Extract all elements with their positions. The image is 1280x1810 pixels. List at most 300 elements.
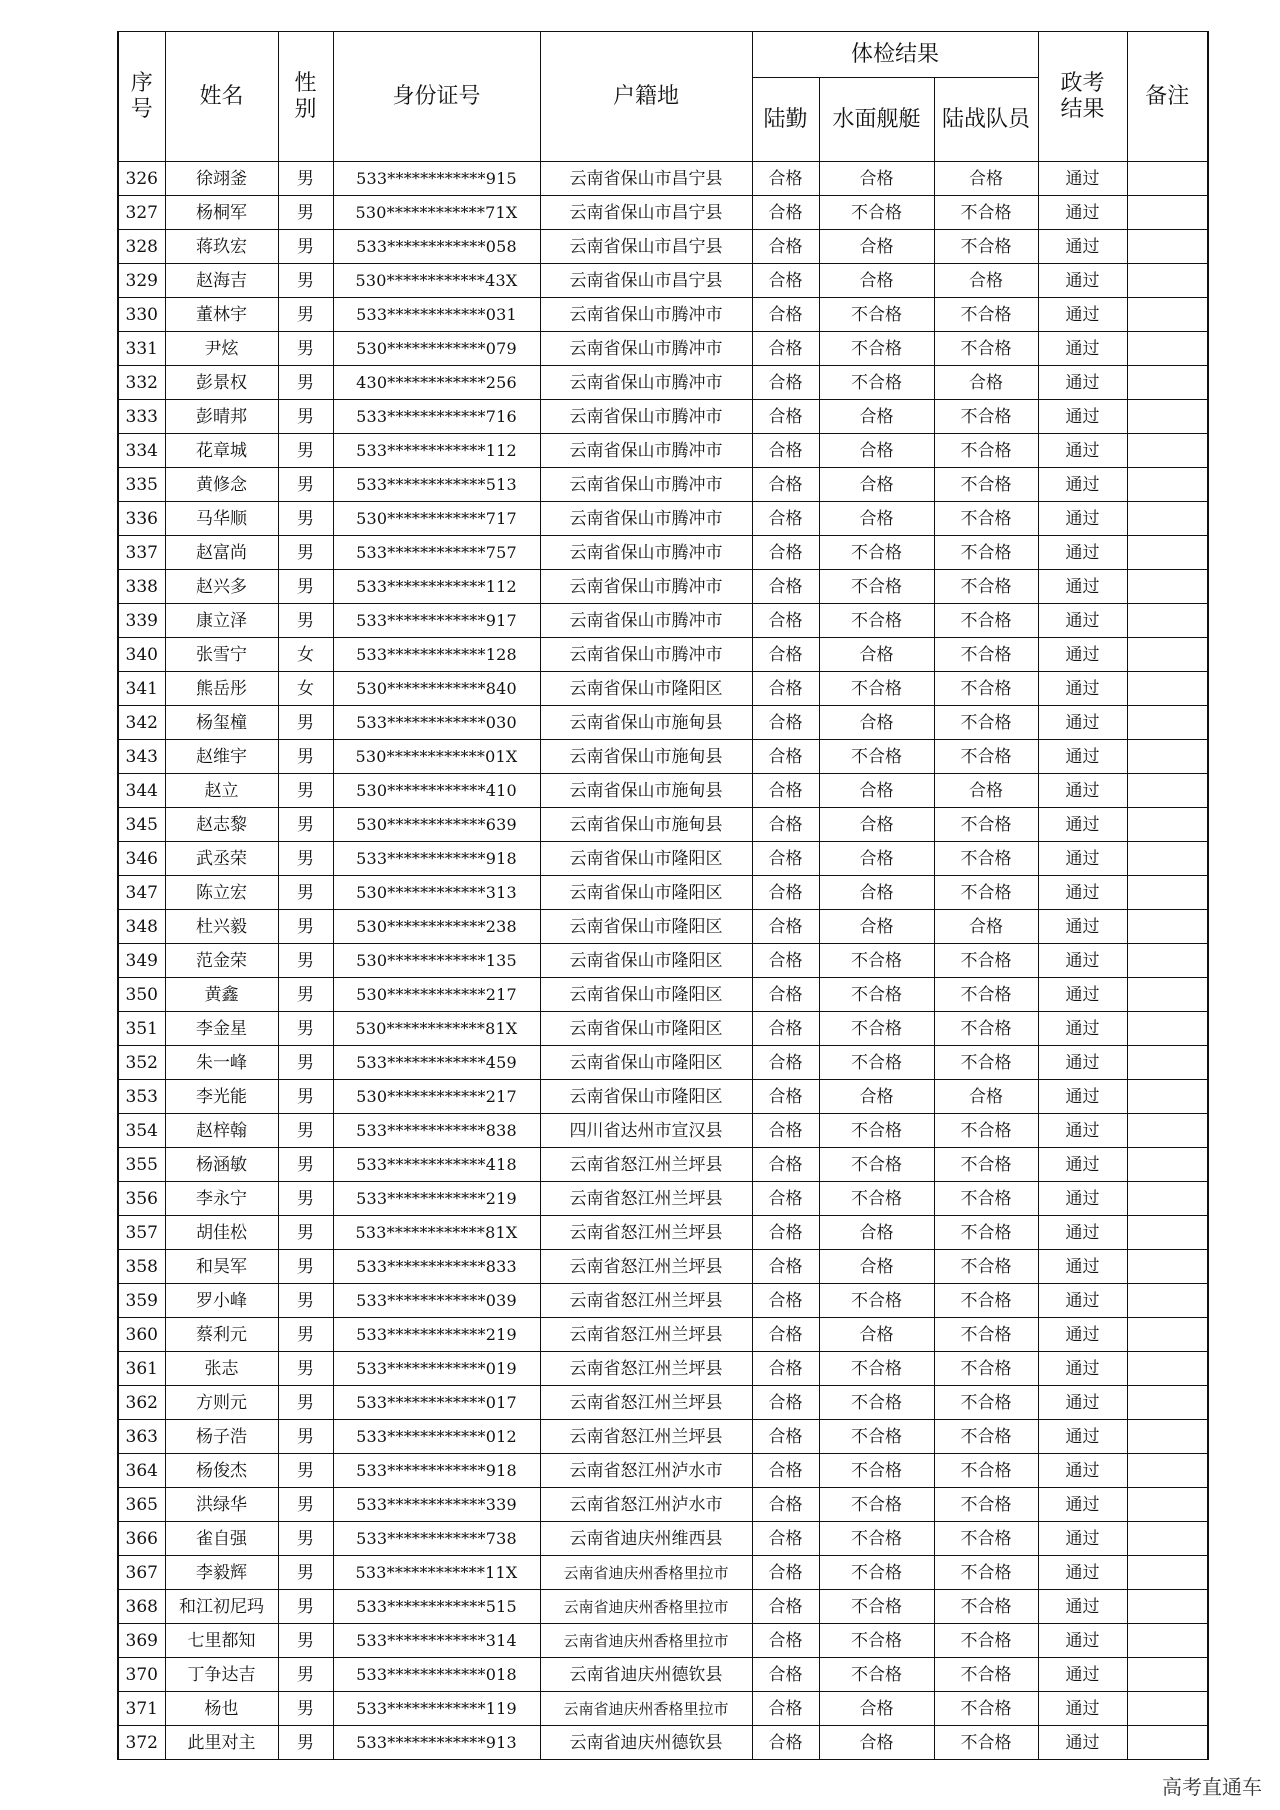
cell-seq: 347 xyxy=(118,876,165,910)
cell-gender: 男 xyxy=(278,1386,333,1420)
table-row xyxy=(118,1454,1208,1488)
cell-gender: 男 xyxy=(278,162,333,196)
table-row xyxy=(118,740,1208,774)
table-row xyxy=(118,808,1208,842)
cell-seq: 353 xyxy=(118,1080,165,1114)
cell-political: 通过 xyxy=(1038,740,1127,774)
cell-marine: 不合格 xyxy=(934,1182,1038,1216)
cell-marine: 不合格 xyxy=(934,1386,1038,1420)
cell-id-number: 530************01X xyxy=(333,740,540,774)
table-row xyxy=(118,706,1208,740)
cell-name: 雀自强 xyxy=(165,1522,278,1556)
cell-gender: 男 xyxy=(278,706,333,740)
cell-surface-ship: 合格 xyxy=(819,1318,934,1352)
cell-army-logistics: 合格 xyxy=(752,910,819,944)
cell-seq: 364 xyxy=(118,1454,165,1488)
cell-marine: 不合格 xyxy=(934,1726,1038,1760)
cell-gender: 男 xyxy=(278,1148,333,1182)
cell-id-number: 533************738 xyxy=(333,1522,540,1556)
table-row xyxy=(118,1488,1208,1522)
table-row xyxy=(118,876,1208,910)
cell-id-number: 533************219 xyxy=(333,1182,540,1216)
cell-marine: 不合格 xyxy=(934,876,1038,910)
cell-army-logistics: 合格 xyxy=(752,1012,819,1046)
cell-political: 通过 xyxy=(1038,1318,1127,1352)
cell-remarks xyxy=(1127,1114,1208,1148)
table-row xyxy=(118,1318,1208,1352)
table-row xyxy=(118,264,1208,298)
cell-surface-ship: 合格 xyxy=(819,434,934,468)
cell-gender: 男 xyxy=(278,1284,333,1318)
cell-army-logistics: 合格 xyxy=(752,468,819,502)
cell-id-number: 533************018 xyxy=(333,1658,540,1692)
cell-name: 杨俊杰 xyxy=(165,1454,278,1488)
cell-id-number: 533************019 xyxy=(333,1352,540,1386)
table-row xyxy=(118,1012,1208,1046)
cell-seq: 333 xyxy=(118,400,165,434)
cell-domicile: 云南省保山市施甸县 xyxy=(540,774,752,808)
cell-surface-ship: 不合格 xyxy=(819,570,934,604)
table-row xyxy=(118,944,1208,978)
cell-political: 通过 xyxy=(1038,706,1127,740)
cell-domicile: 云南省保山市腾冲市 xyxy=(540,570,752,604)
cell-gender: 女 xyxy=(278,638,333,672)
cell-domicile: 云南省保山市隆阳区 xyxy=(540,842,752,876)
cell-remarks xyxy=(1127,1522,1208,1556)
cell-seq: 327 xyxy=(118,196,165,230)
cell-army-logistics: 合格 xyxy=(752,672,819,706)
cell-name: 彭景权 xyxy=(165,366,278,400)
header-physical-exam: 体检结果 xyxy=(752,32,1038,78)
cell-name: 杜兴毅 xyxy=(165,910,278,944)
cell-remarks xyxy=(1127,162,1208,196)
cell-political: 通过 xyxy=(1038,672,1127,706)
cell-political: 通过 xyxy=(1038,638,1127,672)
table-row xyxy=(118,434,1208,468)
cell-marine: 不合格 xyxy=(934,706,1038,740)
cell-surface-ship: 不合格 xyxy=(819,978,934,1012)
cell-army-logistics: 合格 xyxy=(752,1624,819,1658)
cell-surface-ship: 不合格 xyxy=(819,1658,934,1692)
cell-remarks xyxy=(1127,1590,1208,1624)
table-row xyxy=(118,400,1208,434)
cell-seq: 332 xyxy=(118,366,165,400)
cell-remarks xyxy=(1127,1046,1208,1080)
cell-remarks xyxy=(1127,842,1208,876)
table-row xyxy=(118,910,1208,944)
cell-surface-ship: 不合格 xyxy=(819,1012,934,1046)
cell-gender: 男 xyxy=(278,570,333,604)
cell-id-number: 533************918 xyxy=(333,842,540,876)
cell-domicile: 云南省迪庆州德钦县 xyxy=(540,1726,752,1760)
table-row xyxy=(118,298,1208,332)
cell-remarks xyxy=(1127,1726,1208,1760)
cell-id-number: 533************515 xyxy=(333,1590,540,1624)
cell-domicile: 云南省怒江州兰坪县 xyxy=(540,1182,752,1216)
cell-remarks xyxy=(1127,910,1208,944)
cell-surface-ship: 合格 xyxy=(819,876,934,910)
cell-army-logistics: 合格 xyxy=(752,332,819,366)
cell-political: 通过 xyxy=(1038,1624,1127,1658)
cell-political: 通过 xyxy=(1038,1352,1127,1386)
cell-name: 张雪宁 xyxy=(165,638,278,672)
cell-gender: 男 xyxy=(278,978,333,1012)
cell-remarks xyxy=(1127,944,1208,978)
cell-id-number: 530************81X xyxy=(333,1012,540,1046)
cell-army-logistics: 合格 xyxy=(752,1692,819,1726)
cell-gender: 男 xyxy=(278,1420,333,1454)
cell-name: 赵海吉 xyxy=(165,264,278,298)
cell-id-number: 533************459 xyxy=(333,1046,540,1080)
cell-marine: 不合格 xyxy=(934,502,1038,536)
cell-name: 徐翊釜 xyxy=(165,162,278,196)
roster-table xyxy=(117,31,1209,1760)
cell-marine: 不合格 xyxy=(934,638,1038,672)
cell-surface-ship: 不合格 xyxy=(819,196,934,230)
cell-political: 通过 xyxy=(1038,1046,1127,1080)
cell-surface-ship: 合格 xyxy=(819,638,934,672)
cell-domicile: 云南省保山市隆阳区 xyxy=(540,1012,752,1046)
cell-id-number: 533************128 xyxy=(333,638,540,672)
cell-army-logistics: 合格 xyxy=(752,400,819,434)
cell-name: 张志 xyxy=(165,1352,278,1386)
cell-marine: 不合格 xyxy=(934,1522,1038,1556)
cell-remarks xyxy=(1127,1692,1208,1726)
cell-seq: 371 xyxy=(118,1692,165,1726)
cell-army-logistics: 合格 xyxy=(752,1318,819,1352)
cell-id-number: 533************833 xyxy=(333,1250,540,1284)
cell-political: 通过 xyxy=(1038,162,1127,196)
cell-seq: 354 xyxy=(118,1114,165,1148)
cell-political: 通过 xyxy=(1038,1692,1127,1726)
cell-gender: 男 xyxy=(278,1352,333,1386)
cell-remarks xyxy=(1127,672,1208,706)
cell-domicile: 云南省迪庆州维西县 xyxy=(540,1522,752,1556)
cell-gender: 男 xyxy=(278,1046,333,1080)
cell-political: 通过 xyxy=(1038,1250,1127,1284)
cell-gender: 男 xyxy=(278,910,333,944)
cell-army-logistics: 合格 xyxy=(752,1250,819,1284)
header-domicile: 户籍地 xyxy=(540,32,752,162)
cell-surface-ship: 合格 xyxy=(819,1692,934,1726)
cell-marine: 合格 xyxy=(934,366,1038,400)
cell-seq: 345 xyxy=(118,808,165,842)
cell-name: 黄修念 xyxy=(165,468,278,502)
cell-remarks xyxy=(1127,1488,1208,1522)
cell-army-logistics: 合格 xyxy=(752,1148,819,1182)
header-id-number: 身份证号 xyxy=(333,32,540,162)
cell-seq: 361 xyxy=(118,1352,165,1386)
cell-remarks xyxy=(1127,1012,1208,1046)
table-row xyxy=(118,1352,1208,1386)
cell-surface-ship: 合格 xyxy=(819,808,934,842)
cell-gender: 男 xyxy=(278,536,333,570)
cell-name: 李金星 xyxy=(165,1012,278,1046)
cell-gender: 男 xyxy=(278,502,333,536)
cell-surface-ship: 不合格 xyxy=(819,672,934,706)
cell-surface-ship: 合格 xyxy=(819,264,934,298)
table-row xyxy=(118,1216,1208,1250)
cell-political: 通过 xyxy=(1038,1590,1127,1624)
cell-seq: 372 xyxy=(118,1726,165,1760)
cell-id-number: 533************219 xyxy=(333,1318,540,1352)
cell-name: 赵立 xyxy=(165,774,278,808)
cell-remarks xyxy=(1127,1148,1208,1182)
cell-army-logistics: 合格 xyxy=(752,536,819,570)
cell-seq: 331 xyxy=(118,332,165,366)
cell-gender: 男 xyxy=(278,876,333,910)
cell-army-logistics: 合格 xyxy=(752,230,819,264)
cell-id-number: 530************43X xyxy=(333,264,540,298)
cell-marine: 不合格 xyxy=(934,434,1038,468)
cell-remarks xyxy=(1127,264,1208,298)
cell-name: 武丞荣 xyxy=(165,842,278,876)
cell-remarks xyxy=(1127,468,1208,502)
table-row xyxy=(118,604,1208,638)
cell-surface-ship: 不合格 xyxy=(819,366,934,400)
cell-domicile: 云南省保山市腾冲市 xyxy=(540,332,752,366)
cell-surface-ship: 不合格 xyxy=(819,298,934,332)
cell-gender: 男 xyxy=(278,1216,333,1250)
cell-remarks xyxy=(1127,774,1208,808)
cell-seq: 340 xyxy=(118,638,165,672)
cell-name: 朱一峰 xyxy=(165,1046,278,1080)
cell-political: 通过 xyxy=(1038,1420,1127,1454)
cell-name: 赵维宇 xyxy=(165,740,278,774)
cell-seq: 355 xyxy=(118,1148,165,1182)
cell-seq: 338 xyxy=(118,570,165,604)
cell-domicile: 云南省迪庆州香格里拉市 xyxy=(540,1590,752,1624)
cell-name: 杨也 xyxy=(165,1692,278,1726)
cell-name: 陈立宏 xyxy=(165,876,278,910)
cell-id-number: 530************639 xyxy=(333,808,540,842)
header-gender-label: 性 别 xyxy=(294,70,317,122)
cell-name: 此里对主 xyxy=(165,1726,278,1760)
cell-marine: 不合格 xyxy=(934,332,1038,366)
cell-remarks xyxy=(1127,570,1208,604)
cell-seq: 330 xyxy=(118,298,165,332)
header-name: 姓名 xyxy=(165,32,278,162)
cell-domicile: 云南省怒江州兰坪县 xyxy=(540,1284,752,1318)
cell-gender: 男 xyxy=(278,1556,333,1590)
cell-id-number: 533************112 xyxy=(333,434,540,468)
cell-army-logistics: 合格 xyxy=(752,502,819,536)
cell-marine: 不合格 xyxy=(934,230,1038,264)
cell-id-number: 530************71X xyxy=(333,196,540,230)
cell-surface-ship: 不合格 xyxy=(819,740,934,774)
cell-army-logistics: 合格 xyxy=(752,740,819,774)
cell-surface-ship: 不合格 xyxy=(819,1454,934,1488)
cell-remarks xyxy=(1127,1454,1208,1488)
cell-id-number: 430************256 xyxy=(333,366,540,400)
cell-name: 李光能 xyxy=(165,1080,278,1114)
cell-gender: 男 xyxy=(278,1590,333,1624)
cell-gender: 男 xyxy=(278,604,333,638)
cell-marine: 不合格 xyxy=(934,1148,1038,1182)
cell-marine: 不合格 xyxy=(934,1488,1038,1522)
header-gender xyxy=(278,32,333,162)
cell-gender: 男 xyxy=(278,332,333,366)
cell-political: 通过 xyxy=(1038,1012,1127,1046)
cell-marine: 不合格 xyxy=(934,536,1038,570)
cell-seq: 343 xyxy=(118,740,165,774)
cell-gender: 男 xyxy=(278,264,333,298)
cell-id-number: 533************039 xyxy=(333,1284,540,1318)
cell-army-logistics: 合格 xyxy=(752,1352,819,1386)
cell-army-logistics: 合格 xyxy=(752,162,819,196)
cell-army-logistics: 合格 xyxy=(752,876,819,910)
cell-gender: 男 xyxy=(278,1114,333,1148)
cell-army-logistics: 合格 xyxy=(752,1046,819,1080)
cell-seq: 370 xyxy=(118,1658,165,1692)
cell-id-number: 533************11X xyxy=(333,1556,540,1590)
cell-surface-ship: 合格 xyxy=(819,842,934,876)
cell-seq: 356 xyxy=(118,1182,165,1216)
cell-political: 通过 xyxy=(1038,910,1127,944)
cell-name: 罗小峰 xyxy=(165,1284,278,1318)
header-surface-ship: 水面舰艇 xyxy=(819,78,934,162)
cell-seq: 337 xyxy=(118,536,165,570)
cell-political: 通过 xyxy=(1038,230,1127,264)
cell-domicile: 云南省保山市腾冲市 xyxy=(540,366,752,400)
cell-marine: 不合格 xyxy=(934,400,1038,434)
cell-remarks xyxy=(1127,1318,1208,1352)
cell-seq: 341 xyxy=(118,672,165,706)
cell-army-logistics: 合格 xyxy=(752,1114,819,1148)
cell-marine: 不合格 xyxy=(934,1318,1038,1352)
cell-domicile: 云南省怒江州兰坪县 xyxy=(540,1216,752,1250)
table-row xyxy=(118,1420,1208,1454)
cell-name: 丁争达吉 xyxy=(165,1658,278,1692)
cell-remarks xyxy=(1127,230,1208,264)
cell-seq: 328 xyxy=(118,230,165,264)
cell-gender: 男 xyxy=(278,1624,333,1658)
cell-seq: 362 xyxy=(118,1386,165,1420)
cell-name: 杨子浩 xyxy=(165,1420,278,1454)
cell-seq: 350 xyxy=(118,978,165,1012)
cell-seq: 352 xyxy=(118,1046,165,1080)
cell-marine: 不合格 xyxy=(934,1624,1038,1658)
cell-domicile: 云南省怒江州兰坪县 xyxy=(540,1420,752,1454)
cell-army-logistics: 合格 xyxy=(752,944,819,978)
cell-remarks xyxy=(1127,1182,1208,1216)
cell-gender: 男 xyxy=(278,1488,333,1522)
cell-surface-ship: 不合格 xyxy=(819,1386,934,1420)
cell-domicile: 云南省保山市昌宁县 xyxy=(540,230,752,264)
table-row xyxy=(118,1692,1208,1726)
cell-surface-ship: 不合格 xyxy=(819,1284,934,1318)
cell-political: 通过 xyxy=(1038,774,1127,808)
cell-political: 通过 xyxy=(1038,502,1127,536)
cell-remarks xyxy=(1127,638,1208,672)
cell-id-number: 533************757 xyxy=(333,536,540,570)
table-row xyxy=(118,1624,1208,1658)
cell-political: 通过 xyxy=(1038,1080,1127,1114)
cell-army-logistics: 合格 xyxy=(752,774,819,808)
cell-political: 通过 xyxy=(1038,298,1127,332)
cell-political: 通过 xyxy=(1038,1726,1127,1760)
table-row xyxy=(118,1046,1208,1080)
cell-marine: 不合格 xyxy=(934,1692,1038,1726)
cell-surface-ship: 合格 xyxy=(819,162,934,196)
table-row xyxy=(118,570,1208,604)
cell-surface-ship: 合格 xyxy=(819,1080,934,1114)
cell-army-logistics: 合格 xyxy=(752,196,819,230)
cell-army-logistics: 合格 xyxy=(752,1182,819,1216)
cell-surface-ship: 合格 xyxy=(819,910,934,944)
table-row xyxy=(118,1284,1208,1318)
cell-surface-ship: 不合格 xyxy=(819,1182,934,1216)
cell-seq: 351 xyxy=(118,1012,165,1046)
cell-surface-ship: 合格 xyxy=(819,1726,934,1760)
table-row xyxy=(118,1250,1208,1284)
cell-surface-ship: 不合格 xyxy=(819,1488,934,1522)
cell-gender: 男 xyxy=(278,1080,333,1114)
cell-id-number: 530************135 xyxy=(333,944,540,978)
cell-political: 通过 xyxy=(1038,876,1127,910)
cell-remarks xyxy=(1127,1658,1208,1692)
cell-marine: 不合格 xyxy=(934,1284,1038,1318)
table-row xyxy=(118,1590,1208,1624)
cell-name: 范金荣 xyxy=(165,944,278,978)
cell-marine: 不合格 xyxy=(934,1420,1038,1454)
cell-gender: 男 xyxy=(278,196,333,230)
cell-domicile: 云南省保山市昌宁县 xyxy=(540,162,752,196)
cell-political: 通过 xyxy=(1038,1658,1127,1692)
cell-surface-ship: 合格 xyxy=(819,1216,934,1250)
cell-gender: 男 xyxy=(278,366,333,400)
cell-political: 通过 xyxy=(1038,1216,1127,1250)
cell-surface-ship: 合格 xyxy=(819,400,934,434)
cell-gender: 男 xyxy=(278,740,333,774)
cell-marine: 不合格 xyxy=(934,842,1038,876)
cell-surface-ship: 不合格 xyxy=(819,604,934,638)
cell-domicile: 云南省保山市腾冲市 xyxy=(540,400,752,434)
cell-remarks xyxy=(1127,1420,1208,1454)
cell-domicile: 云南省保山市隆阳区 xyxy=(540,672,752,706)
table-row xyxy=(118,366,1208,400)
cell-remarks xyxy=(1127,502,1208,536)
cell-remarks xyxy=(1127,604,1208,638)
cell-name: 彭晴邦 xyxy=(165,400,278,434)
header-army-logistics: 陆勤 xyxy=(752,78,819,162)
cell-id-number: 533************913 xyxy=(333,1726,540,1760)
cell-remarks xyxy=(1127,808,1208,842)
cell-id-number: 533************031 xyxy=(333,298,540,332)
cell-army-logistics: 合格 xyxy=(752,1216,819,1250)
table-row xyxy=(118,196,1208,230)
cell-domicile: 四川省达州市宣汉县 xyxy=(540,1114,752,1148)
cell-seq: 358 xyxy=(118,1250,165,1284)
table-row xyxy=(118,1658,1208,1692)
cell-gender: 男 xyxy=(278,1658,333,1692)
cell-surface-ship: 不合格 xyxy=(819,1624,934,1658)
table-row xyxy=(118,1148,1208,1182)
cell-gender: 男 xyxy=(278,1250,333,1284)
cell-domicile: 云南省保山市腾冲市 xyxy=(540,604,752,638)
cell-surface-ship: 不合格 xyxy=(819,1556,934,1590)
cell-political: 通过 xyxy=(1038,570,1127,604)
cell-domicile: 云南省保山市腾冲市 xyxy=(540,298,752,332)
cell-army-logistics: 合格 xyxy=(752,1080,819,1114)
cell-domicile: 云南省迪庆州香格里拉市 xyxy=(540,1624,752,1658)
cell-surface-ship: 合格 xyxy=(819,502,934,536)
cell-name: 杨桐军 xyxy=(165,196,278,230)
cell-id-number: 533************915 xyxy=(333,162,540,196)
cell-surface-ship: 不合格 xyxy=(819,1114,934,1148)
cell-army-logistics: 合格 xyxy=(752,1284,819,1318)
cell-name: 和昊军 xyxy=(165,1250,278,1284)
